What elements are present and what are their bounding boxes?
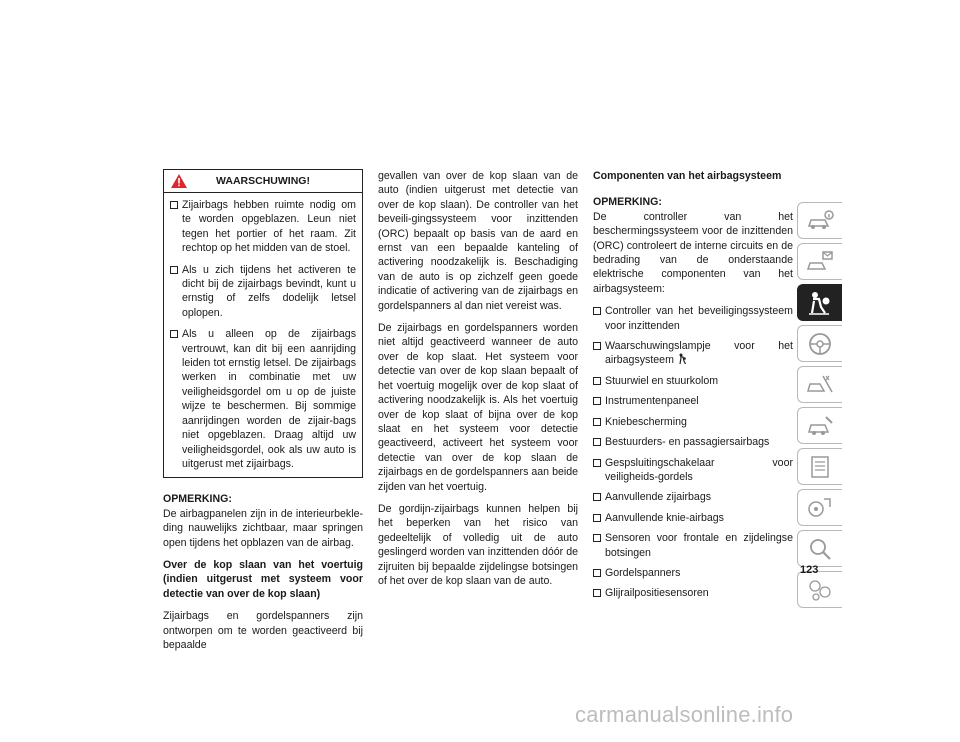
car-info-icon [805, 208, 835, 234]
component-list [593, 304, 793, 601]
note-text: De airbagpanelen zijn in de interieurbekle-ding nauwelijks zichtbaar, maar springen open tijdens het opblazen van de airbag. [163, 507, 363, 549]
warning-item: Zijairbags hebben ruimte nodig om te worden opgeblazen. Leun niet tegen het portier of het raam. Zit rechtop op het midden van de stoel. [170, 198, 356, 256]
checkbox-bullet-icon [170, 266, 178, 274]
list-item: Bestuurders- en passagiersairbags [593, 435, 793, 449]
checkbox-bullet-icon [593, 418, 601, 426]
steering-wheel-icon [805, 331, 835, 357]
checklist-icon [805, 454, 835, 480]
section-heading: Over de kop slaan van het voertuig (indien uitgerust met systeem voor detectie van over de kop slaan) [163, 558, 363, 600]
note-text: De controller van het beschermingssysteem voor de inzittenden (ORC) controleert de interne circuits en de bedrading van de onderstaande elektrische componenten van het airbagsysteem: [593, 210, 793, 295]
paragraph: Zijairbags en gordelspanners zijn ontworpen om te worden geactiveerd bij bepaalde [163, 610, 363, 651]
tab-steering-wheel[interactable] [797, 325, 842, 362]
warning-item: Als u zich tijdens het activeren te dicht bij de zijairbags bevindt, kunt u ernstig of zelfs dodelijk letsel oplopen. [170, 263, 356, 321]
list-item: Controller van het beveiligingssysteem voor inzittenden [593, 304, 793, 333]
paragraph: De gordijn-zijairbags kunnen helpen bij het beperken van het risico van gedeeltelijk of volledig uit de auto geslingerd worden van inzittenden dóór de zijruiten bij bepaalde zijdelingse botsingen of het over de kop slaan van de auto. [378, 502, 578, 587]
paragraph: gevallen van over de kop slaan van de auto (indien uitgerust met detectie van over de kop slaan). De controller van het beveili-gingssysteem voor inzittenden (ORC) bepaalt op basis van de aard en ernst van een bepaalde kanteling of activering noodzakelijk is. Beschadiging van de auto is op zichzelf geen goede indicatie of activering van de zijairbags en gordelspanners al dan niet vereist was. [378, 170, 578, 312]
section-heading: Componenten van het airbagsysteem [593, 170, 782, 182]
list-item: Gordelspanners [593, 566, 793, 580]
list-item: Instrumentenpaneel [593, 394, 793, 408]
tab-checklist[interactable] [797, 448, 842, 485]
checkbox-bullet-icon [170, 201, 178, 209]
warning-header [164, 170, 362, 193]
list-item: Kniebescherming [593, 415, 793, 429]
column-right [593, 169, 793, 607]
checkbox-bullet-icon [593, 438, 601, 446]
car-keys-icon [805, 249, 835, 275]
checkbox-bullet-icon [593, 459, 601, 467]
car-service-icon [805, 413, 835, 439]
warning-box [163, 169, 363, 478]
column-middle [378, 169, 578, 596]
watermark: carmanualsonline.info [575, 702, 794, 727]
note-label: OPMERKING: [593, 196, 662, 209]
airbag-seat-icon [805, 290, 835, 316]
chapter-tabs [797, 202, 842, 612]
checkbox-bullet-icon [593, 342, 601, 350]
paragraph: De zijairbags en gordelspanners worden niet altijd geactiveerd wanneer de auto over de kop slaat. Het systeem voor detectie van over de kop slaan bepaalt of het voertuig mogelijk over de kop slaat of activering noodzakelijk is. Als het voertuig over de kop slaat of bijna over de kop slaat en het systeem voor detectie geactiveerd, activeert het systeem voor detectie van over de kop slaan de zijairbags en de gordelspanners aan beide zijden van het voertuig. [378, 322, 578, 493]
note-label: OPMERKING: [163, 493, 232, 506]
list-item: Aanvullende zijairbags [593, 490, 793, 504]
checkbox-bullet-icon [593, 307, 601, 315]
tab-car-keys[interactable] [797, 243, 842, 280]
tab-car-service[interactable] [797, 407, 842, 444]
warning-title: WAARSCHUWING! [216, 175, 310, 187]
checkbox-bullet-icon [593, 493, 601, 501]
page-number: 123 [800, 564, 819, 576]
warning-list [164, 193, 362, 477]
airbag-warning-icon [678, 353, 686, 365]
checkbox-bullet-icon [593, 589, 601, 597]
checkbox-bullet-icon [593, 569, 601, 577]
tab-car-info[interactable] [797, 202, 842, 239]
checkbox-bullet-icon [170, 330, 178, 338]
warning-item: Als u alleen op de zijairbags vertrouwt, kan dit bij een aanrijding leiden tot ernstig letsel. De zijairbags werken in combinatie met uw veiligheidsgordel om u op de juiste wijze te beschermen. Bij sommige aanrijdingen worden de zijair-bags niet opgeblazen. Draag altijd uw veiligheidsgordel, ook als uw auto is uitgerust met zijairbags. [170, 327, 356, 471]
gps-audio-icon [805, 495, 835, 521]
checkbox-bullet-icon [593, 377, 601, 385]
tab-airbag-seat[interactable] [797, 284, 842, 321]
checkbox-bullet-icon [593, 397, 601, 405]
list-item: Gespsluitingschakelaar voor veiligheids-gordels [593, 456, 793, 485]
tab-gps-audio[interactable] [797, 489, 842, 526]
multilingual-index-icon [805, 577, 835, 603]
checkbox-bullet-icon [593, 514, 601, 522]
search-icon [805, 536, 835, 562]
checkbox-bullet-icon [593, 534, 601, 542]
car-crash-icon [805, 372, 835, 398]
list-item: Glijrailpositiesensoren [593, 586, 793, 600]
list-item: Waarschuwingslampje voor het airbagsysteem [593, 339, 793, 368]
list-item: Aanvullende knie-airbags [593, 511, 793, 525]
list-item: Sensoren voor frontale en zijdelingse botsingen [593, 531, 793, 560]
list-item: Stuurwiel en stuurkolom [593, 374, 793, 388]
tab-car-crash[interactable] [797, 366, 842, 403]
column-left [163, 169, 363, 660]
tab-search[interactable] [797, 530, 842, 567]
